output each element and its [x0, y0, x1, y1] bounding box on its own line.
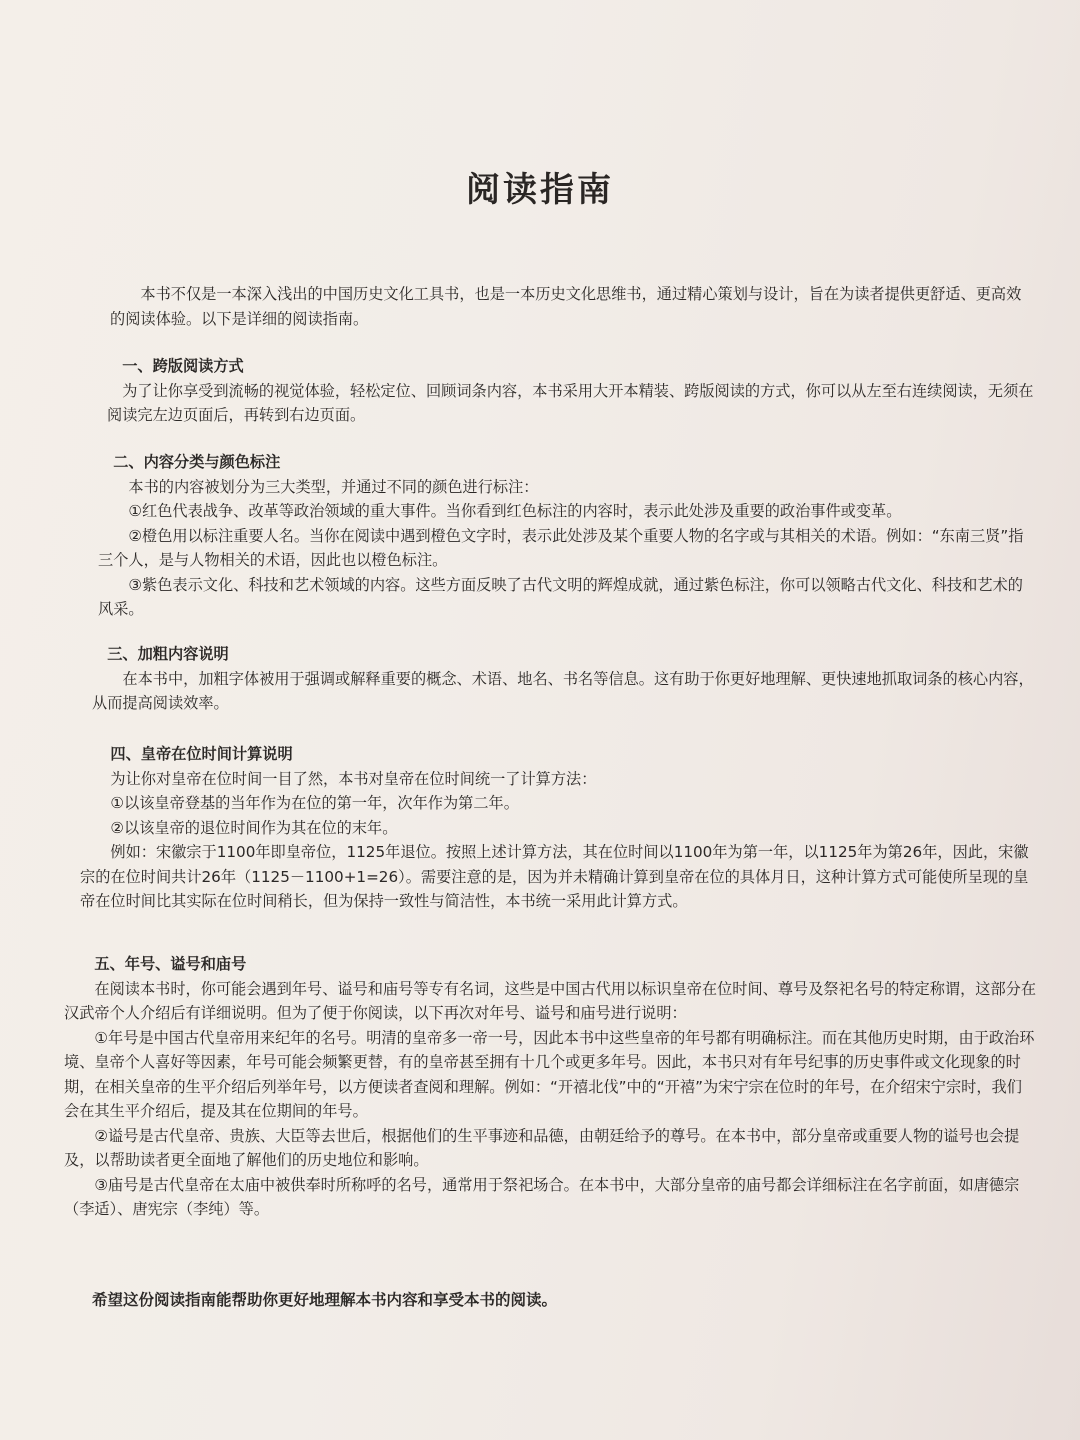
section-paragraph: ③庙号是古代皇帝在太庙中被供奉时所称呼的名号，通常用于祭祀场合。在本书中，大部分皇帝的庙号都会详细标注在名字前面，如唐德宗（李适）、唐宪宗（李纯）等。: [64, 1175, 1020, 1218]
section-1: [107, 354, 1036, 428]
section-paragraph: ①以该皇帝登基的当年作为在位的第一年，次年作为第二年。: [110, 794, 519, 812]
section-4: [80, 742, 1036, 914]
section-heading: 五、年号、谥号和庙号: [94, 955, 247, 973]
section-paragraph: 例如：宋徽宗于1100年即皇帝位，1125年退位。按照上述计算方法，其在位时间以1100年为第一年，以1125年为第26年，因此，宋徽宗的在位时间共计26年（1125－1100+1=26）。需要注意的是，因为并未精确计算到皇帝在位的具体月日，这种计算方式可能使所呈现的皇帝在位时间比其实际在位时间稍长，但为保持一致性与简洁性，本书统一采用此计算方式。: [80, 843, 1029, 910]
section-paragraph: 为了让你享受到流畅的视觉体验，轻松定位、回顾词条内容，本书采用大开本精装、跨版阅读的方式，你可以从左至右连续阅读，无须在阅读完左边页面后，再转到右边页面。: [107, 381, 1034, 424]
section-paragraph: ②谥号是古代皇帝、贵族、大臣等去世后，根据他们的生平事迹和品德，由朝廷给予的尊号。在本书中，部分皇帝或重要人物的谥号也会提及，以帮助读者更全面地了解他们的历史地位和影响。: [64, 1126, 1020, 1169]
section-heading: 二、内容分类与颜色标注: [113, 453, 281, 471]
section-paragraph: ③紫色表示文化、科技和艺术领域的内容。这些方面反映了古代文明的辉煌成就，通过紫色标注，你可以领略古代文化、科技和艺术的风采。: [98, 575, 1023, 618]
section-heading: 四、皇帝在位时间计算说明: [110, 745, 293, 763]
section-paragraph: ②以该皇帝的退位时间作为其在位的末年。: [110, 818, 398, 837]
section-2: [98, 450, 1036, 622]
section-paragraph: 在本书中，加粗字体被用于强调或解释重要的概念、术语、地名、书名等信息。这有助于你更好地理解、更快速地抓取词条的核心内容，从而提高阅读效率。: [92, 669, 1034, 712]
section-5: [64, 952, 1036, 1222]
intro-block: [110, 282, 1036, 331]
section-paragraph: ①年号是中国古代皇帝用来纪年的名号。明清的皇帝多一帝一号，因此本书中这些皇帝的年号都有明确标注。而在其他历史时期，由于政治环境、皇帝个人喜好等因素，年号可能会频繁更替，有的皇帝甚至拥有十几个或更多年号。因此，本书只对有年号纪事的历史事件或文化现象的时期，在相关皇帝的生平介绍后列举年号，以方便读者查阅和理解。例如：“开禧北伐”中的“开禧”为宋宁宗在位时的年号，在介绍宋宁宗时，我们会在其生平介绍后，提及其在位期间的年号。: [64, 1028, 1035, 1120]
section-paragraph: ①红色代表战争、改革等政治领域的重大事件。当你看到红色标注的内容时，表示此处涉及重要的政治事件或变革。: [128, 502, 902, 520]
intro-paragraph: 本书不仅是一本深入浅出的中国历史文化工具书，也是一本历史文化思维书，通过精心策划与设计，旨在为读者提供更舒适、更高效的阅读体验。以下是详细的阅读指南。: [110, 285, 1022, 328]
section-paragraph: 本书的内容被划分为三大类型，并通过不同的颜色进行标注：: [128, 477, 539, 496]
closing-note: 希望这份阅读指南能帮助你更好地理解本书内容和享受本书的阅读。: [92, 1291, 558, 1309]
section-heading: 三、加粗内容说明: [107, 645, 229, 663]
page-title: 阅读指南: [466, 170, 614, 210]
section-3: [92, 642, 1036, 716]
section-heading: 一、跨版阅读方式: [122, 357, 244, 375]
section-paragraph: 为让你对皇帝在位时间一目了然，本书对皇帝在位时间统一了计算方法：: [110, 769, 597, 788]
section-paragraph: ②橙色用以标注重要人名。当你在阅读中遇到橙色文字时，表示此处涉及某个重要人物的名字或与其相关的术语。例如：“东南三贤”指三个人，是与人物相关的术语，因此也以橙色标注。: [98, 526, 1024, 569]
section-paragraph: 在阅读本书时，你可能会遇到年号、谥号和庙号等专有名词，这些是中国古代用以标识皇帝在位时间、尊号及祭祀名号的特定称谓，这部分在汉武帝个人介绍后有详细说明。但为了便于你阅读，以下再次对年号、谥号和庙号进行说明：: [64, 979, 1037, 1022]
